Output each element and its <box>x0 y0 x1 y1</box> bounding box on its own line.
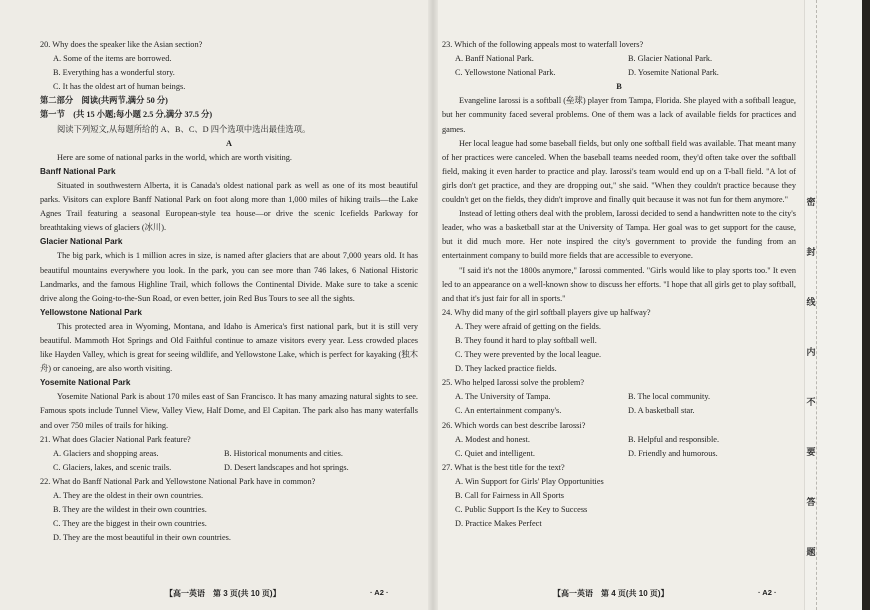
option-25d: D. A basketball star. <box>628 406 695 416</box>
seal-char-2: 封 <box>806 243 815 260</box>
option-23a: A. Banff National Park. <box>455 54 534 64</box>
left-page <box>0 0 432 610</box>
passage-a-label: A <box>226 138 232 148</box>
park-text-yellowstone: This protected area in Wyoming, Montana, and Idaho is America's first national park, but it is still very beautiful. Mammoth Hot Springs and Old Faithful continue to amaze visitors every year. Less crowded places like Hayden Valley, which is great for seeing wildlife, and Yellowstone Lake, which is perfect for kayaking (独木舟) or canoeing, are also worth visiting. <box>40 321 418 374</box>
right-page <box>432 0 804 610</box>
option-21d: D. Desert landscapes and hot springs. <box>224 462 349 472</box>
option-27d: D. Practice Makes Perfect <box>455 519 542 529</box>
option-23c: C. Yellowstone National Park. <box>455 68 556 78</box>
question-26-stem: 26. Which words can best describe Iarossi? <box>442 420 586 430</box>
passage-b-label: B <box>616 82 622 92</box>
passage-a-intro: Here are some of national parks in the world, which are worth visiting. <box>57 152 293 162</box>
option-26b: B. Helpful and responsible. <box>628 434 720 444</box>
option-20a: A. Some of the items are borrowed. <box>53 54 172 64</box>
seal-char-3: 线 <box>806 293 815 310</box>
option-23d: D. Yosemite National Park. <box>628 68 719 78</box>
option-21c: C. Glaciers, lakes, and scenic trails. <box>53 462 172 472</box>
question-26-options-row-2 <box>442 447 796 461</box>
seal-char-8: 题 <box>806 543 815 560</box>
left-page-code: · A2 · <box>370 588 389 597</box>
question-22-stem: 22. What do Banff National Park and Yellowstone National Park have in common? <box>40 476 316 486</box>
seal-char-6: 要 <box>806 443 815 460</box>
question-27-stem: 27. What is the best title for the text? <box>442 462 565 472</box>
seal-char-1: 密 <box>806 193 815 210</box>
option-22a: A. They are the oldest in their own countries. <box>53 491 204 500</box>
question-23-options-row-2 <box>442 66 796 80</box>
question-21-options-row-2 <box>40 461 418 475</box>
passage-b-paragraph-3: Instead of letting others deal with the problem, Iarossi decided to send a handwritten note to the city's leader, who was a basketball star at the University of Tampa. Her goal was to get support for the cause, but it did much more. Her note inspired the city's government to provide the funding from an entertainment company to build more fields that are accessible to everyone. <box>442 209 796 261</box>
passage-b-paragraph-4: "I said it's not the 1800s anymore," Iarossi commented. "Girls would like to play sports too." It even led to an appearance on a well-known show to discuss her efforts. "I hope that all girls get to play softball, and that it's just fair for all in sports." <box>442 265 796 303</box>
part-2-title: 第二部分 阅读(共两节,满分 50 分) <box>40 96 168 106</box>
option-27a: A. Win Support for Girls' Play Opportunities <box>455 476 604 486</box>
seal-char-5: 不 <box>806 393 815 410</box>
option-24a: A. They were afraid of getting on the fields. <box>455 321 601 331</box>
option-24c: C. They were prevented by the local league. <box>455 350 602 360</box>
option-24d: D. They lacked practice fields. <box>455 364 557 374</box>
seal-char-4: 内 <box>806 343 815 360</box>
option-26d: D. Friendly and humorous. <box>628 448 718 458</box>
option-20b: B. Everything has a wonderful story. <box>53 68 175 78</box>
option-25b: B. The local community. <box>628 392 711 402</box>
seal-line-notice <box>800 193 822 560</box>
page-gutter <box>428 0 438 610</box>
seal-char-7: 答 <box>806 493 815 510</box>
option-22b: B. They are the wildest in their own countries. <box>53 505 207 515</box>
option-26a: A. Modest and honest. <box>455 434 530 444</box>
park-heading-yellowstone: Yellowstone National Park <box>40 307 142 317</box>
option-27b: B. Call for Fairness in All Sports <box>455 491 565 500</box>
reading-instruction: 阅读下列短文,从每题所给的 A、B、C、D 四个选项中选出最佳选项。 <box>57 124 311 134</box>
question-23-options-row-1 <box>442 52 796 66</box>
option-24b: B. They found it hard to play softball well. <box>455 335 597 345</box>
question-23-stem: 23. Which of the following appeals most to waterfall lovers? <box>442 40 644 49</box>
passage-b-paragraph-1: Evangeline Iarossi is a softball (垒球) player from Tampa, Florida. She played with a softball league, but her community faced several problems. One of them was a lack of available fields for practices and games. <box>442 96 796 134</box>
question-21-options-row-1 <box>40 447 418 461</box>
park-heading-banff: Banff National Park <box>40 166 116 176</box>
option-26c: C. Quiet and intelligent. <box>455 448 535 458</box>
question-25-options-row-1 <box>442 390 796 404</box>
park-heading-glacier: Glacier National Park <box>40 237 123 247</box>
section-1-title: 第一节 (共 15 小题;每小题 2.5 分,满分 37.5 分) <box>40 110 213 120</box>
park-text-yosemite: Yosemite National Park is about 170 miles east of San Francisco. It has many amazing natural sights to see. Famous spots include Tunnel View, Valley View, Half Dome, and El Capitan. The park also has many waterfalls and over 750 miles of trails for hiking. <box>40 392 418 430</box>
option-27c: C. Public Support Is the Key to Success <box>455 505 588 515</box>
right-page-code: · A2 · <box>758 588 777 597</box>
question-25-options-row-2 <box>442 404 796 418</box>
scan-edge <box>862 0 870 610</box>
question-24-stem: 24. Why did many of the girl softball players give up halfway? <box>442 307 651 317</box>
question-20-stem: 20. Why does the speaker like the Asian section? <box>40 40 203 49</box>
option-23b: B. Glacier National Park. <box>628 54 713 64</box>
option-25a: A. The University of Tampa. <box>455 392 551 402</box>
park-heading-yosemite: Yosemite National Park <box>40 378 131 388</box>
question-26-options-row-1 <box>442 433 796 447</box>
question-25-stem: 25. Who helped Iarossi solve the problem? <box>442 378 585 388</box>
option-21a: A. Glaciers and shopping areas. <box>53 448 159 458</box>
left-page-footer: 【高一英语 第 3 页(共 10 页)】 <box>165 589 281 598</box>
option-25c: C. An entertainment company's. <box>455 406 562 416</box>
park-text-banff: Situated in southwestern Alberta, it is Canada's oldest national park as well as one of its most beautiful parks. Visitors can explore Banff National Park on foot along more than 1,000 miles of hiking trails—the Lake Agnes Trail featuring a seasonal European-style tea house—or drive the scenic Icefields Parkway for breathtaking views of glaciers (冰川). <box>40 180 418 233</box>
option-22c: C. They are the biggest in their own countries. <box>53 519 207 529</box>
option-20c: C. It has the oldest art of human beings. <box>53 82 186 92</box>
park-text-glacier: The big park, which is 1 million acres in size, is named after glaciers that are about 7,000 years old. It has beautiful mountains everywhere you look. In the park, you can see more than 746 lakes, 6 National Historic Landmarks, and the famous Highline Trail, which follows the Continental Divide. Make sure to take a scenic drive along the Going-to-the-Sun Road, or even better, join Red Bus Tours to see all the sights. <box>40 251 418 303</box>
passage-b-paragraph-2: Her local league had some baseball fields, but only one softball field was available. That meant many of her practices were canceled. When the baseball teams needed room, they'd often take over the softball field, making it even harder to practice and play. Iarossi's team would end up on a T-ball field. "A lot of girls don't get practice, and they are dropping out," she said. "When they couldn't practice because they couldn't get on the fields, they didn't improve and finally quit because it was not fun for them anymore." <box>442 138 796 205</box>
right-page-footer: 【高一英语 第 4 页(共 10 页)】 <box>553 589 669 598</box>
question-21-stem: 21. What does Glacier National Park feature? <box>40 434 191 444</box>
option-21b: B. Historical monuments and cities. <box>224 448 343 458</box>
option-22d: D. They are the most beautiful in their own countries. <box>53 533 231 543</box>
